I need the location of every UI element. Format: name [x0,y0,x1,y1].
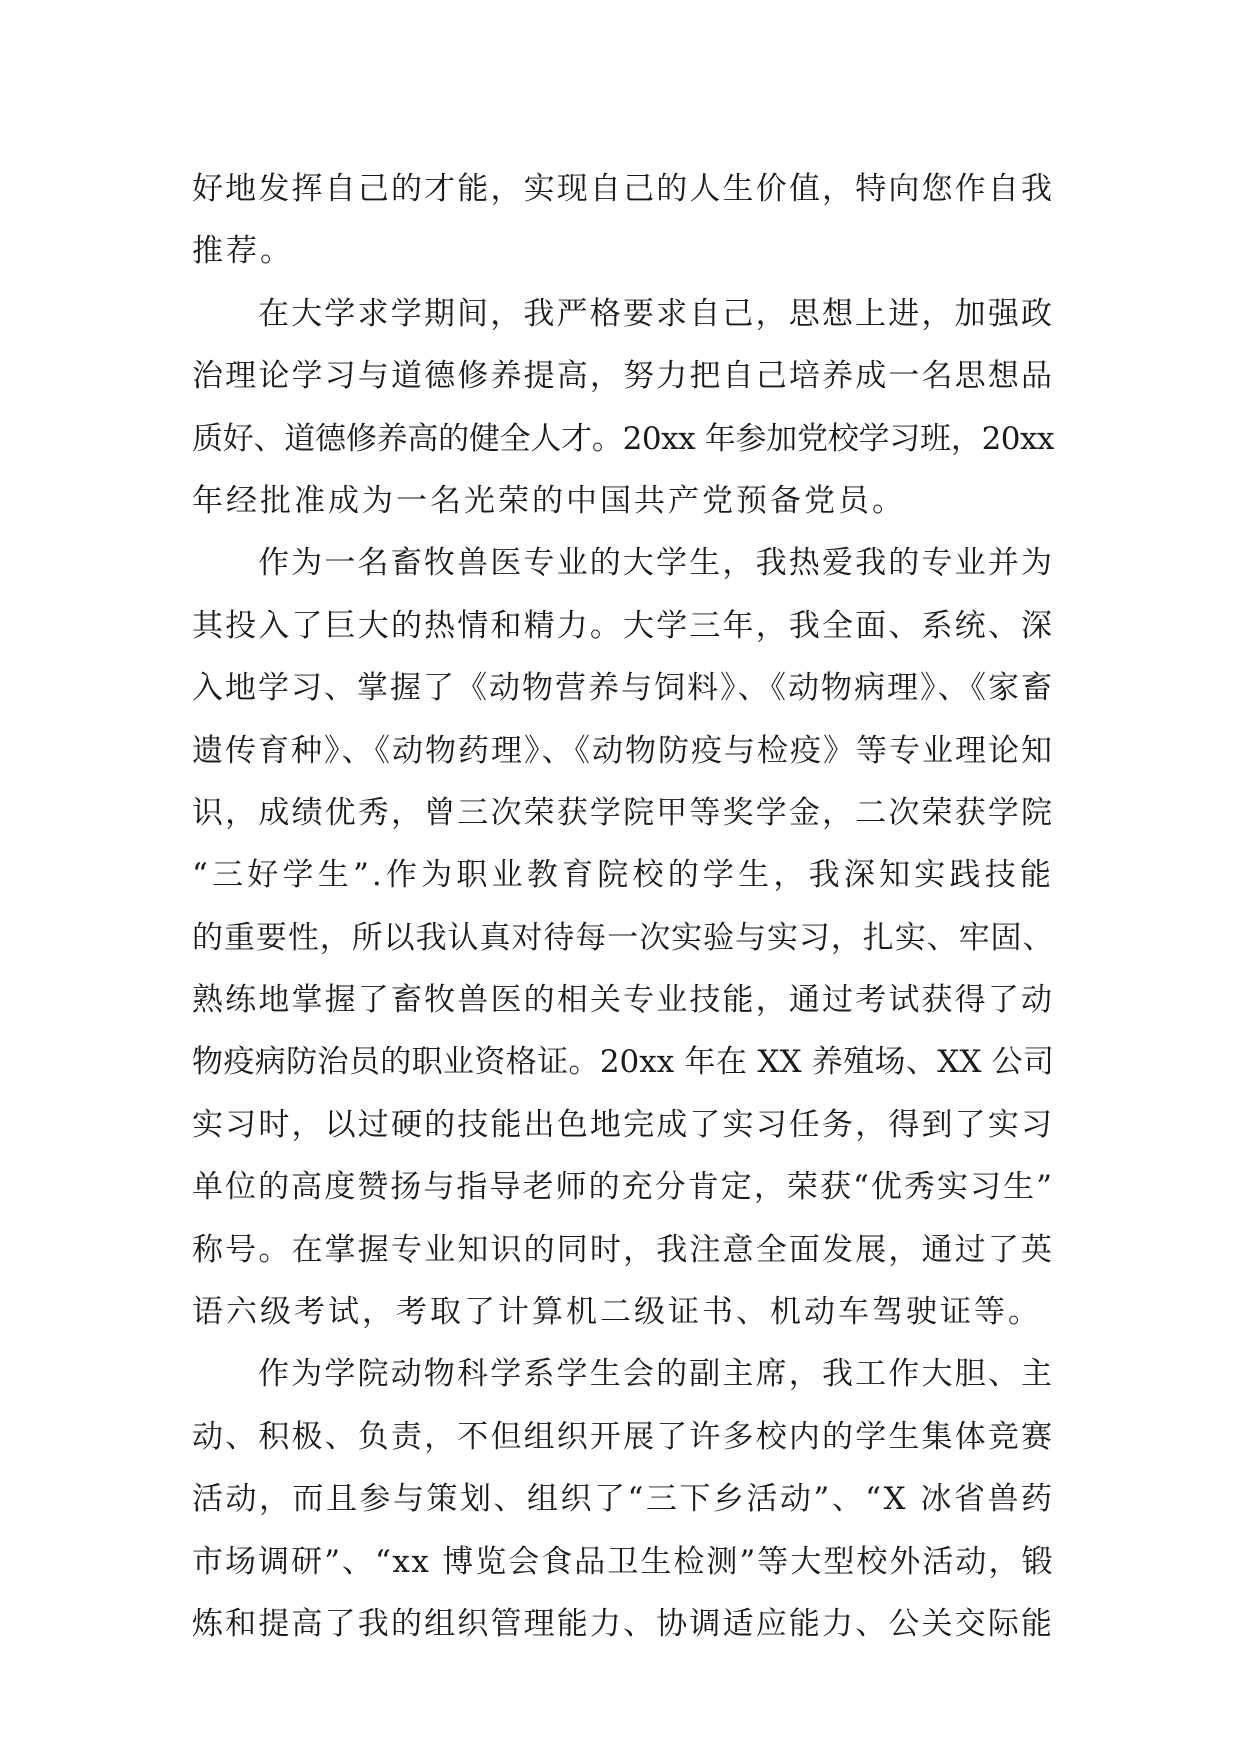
text-line: 识，成绩优秀，曾三次荣获学院甲等奖学金，二次荣获学院 [192,794,1054,831]
text-line: 作为学院动物科学系学生会的副主席，我工作大胆、主 [258,1356,1054,1393]
text-line: 语六级考试，考取了计算机二级证书、机动车驾驶证等。 [192,1294,1042,1331]
text-line: 炼和提高了我的组织管理能力、协调适应能力、公关交际能 [192,1605,1054,1642]
text-line: 物疫病防治员的职业资格证。20xx 年在 XX 养殖场、XX 公司 [192,1044,1054,1081]
text-line: 入地学习、掌握了《动物营养与饲料》、《动物病理》、《家畜 [192,670,1054,707]
text-line: 称号。在掌握专业知识的同时，我注意全面发展，通过了英 [192,1231,1054,1268]
text-line: 活动，而且参与策划、组织了“三下乡活动”、“X 冰省兽药 [192,1481,1055,1518]
text-line: “三好学生”.作为职业教育院校的学生，我深知实践技能 [192,857,1054,894]
paragraph [192,283,1054,533]
text-line: 在大学求学期间，我严格要求自己，思想上进，加强政 [258,295,1054,332]
text-line: 年经批准成为一名光荣的中国共产党预备党员。 [192,482,906,519]
text-line: 治理论学习与道德修养提高，努力把自己培养成一名思想品 [192,358,1054,395]
text-line: 推荐。 [192,233,294,270]
paragraph [192,158,1054,283]
text-line: 好地发挥自己的才能，实现自己的人生价值，特向您作自我 [192,171,1054,207]
text-line: 作为一名畜牧兽医专业的大学生，我热爱我的专业并为 [258,545,1054,582]
text-line: 市场调研”、“xx 博览会食品卫生检测”等大型校外活动，锻 [192,1543,1054,1580]
text-line: 其投入了巨大的热情和精力。大学三年，我全面、系统、深 [192,607,1054,644]
text-line: 动、积极、负责，不但组织开展了许多校内的学生集体竞赛 [192,1418,1054,1455]
text-line: 实习时，以过硬的技能出色地完成了实习任务，得到了实习 [192,1106,1054,1143]
text-line: 单位的高度赞扬与指导老师的充分肯定，荣获“优秀实习生” [192,1169,1054,1206]
text-line: 质好、道德修养高的健全人才。20xx 年参加党校学习班，20xx [192,420,1054,457]
document-body [192,158,1054,1655]
text-line: 遗传育种》、《动物药理》、《动物防疫与检疫》等专业理论知 [192,732,1054,769]
text-line: 熟练地掌握了畜牧兽医的相关专业技能，通过考试获得了动 [192,982,1054,1019]
paragraph [192,532,1054,1343]
text-line: 的重要性，所以我认真对待每一次实验与实习，扎实、牢固、 [192,919,1054,956]
paragraph [192,1343,1054,1655]
